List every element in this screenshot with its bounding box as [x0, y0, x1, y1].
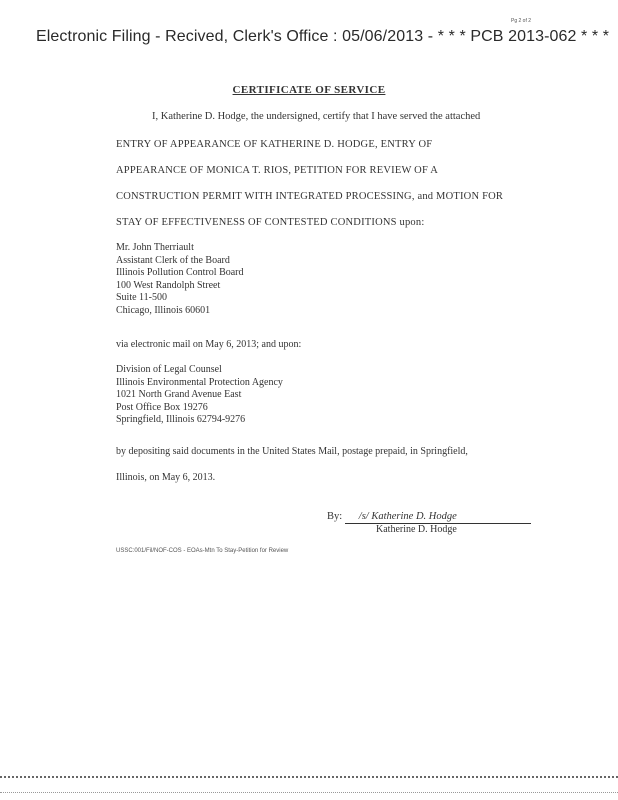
signature-line: /s/ Katherine D. Hodge: [345, 511, 531, 524]
address-line: Suite 11-500: [116, 292, 168, 303]
document-list-line-4: STAY OF EFFECTIVENESS OF CONTESTED CONDITIONS upon:: [116, 217, 425, 228]
address-line: Mr. John Therriault: [116, 242, 194, 253]
address-line: Illinois Pollution Control Board: [116, 267, 244, 278]
document-list-line-3: CONSTRUCTION PERMIT WITH INTEGRATED PROCESSING, and MOTION FOR: [116, 191, 504, 202]
document-list-line-2: APPEARANCE OF MONICA T. RIOS, PETITION FOR REVIEW OF A: [116, 165, 439, 176]
address-line: Springfield, Illinois 62794-9276: [116, 414, 246, 425]
recipient-address-board: [116, 242, 244, 317]
page-marker: Pg 2 of 2: [511, 18, 532, 24]
signer-name: Katherine D. Hodge: [376, 524, 457, 535]
address-line: Chicago, Illinois 60601: [116, 304, 211, 316]
address-line: Assistant Clerk of the Board: [116, 254, 230, 266]
scan-edge-divider: [0, 776, 618, 778]
document-reference: USSC:001/Fil/NOF-COS - EOAs-Mtn To Stay-Petition for Review: [116, 548, 289, 554]
deposit-statement-line-1: by depositing said documents in the United States Mail, postage prepaid, in Springfield,: [116, 446, 468, 457]
certificate-title: CERTIFICATE OF SERVICE: [232, 84, 386, 96]
certification-intro: I, Katherine D. Hodge, the undersigned, certify that I have served the attached: [152, 111, 481, 122]
signature-block: [327, 511, 531, 524]
address-line: Division of Legal Counsel: [116, 364, 222, 375]
via-email-line: via electronic mail on May 6, 2013; and upon:: [116, 339, 302, 350]
address-line: 100 West Randolph Street: [116, 279, 221, 291]
deposit-statement-line-2: Illinois, on May 6, 2013.: [116, 472, 216, 483]
address-line: Post Office Box 19276: [116, 401, 208, 413]
recipient-address-agency: [116, 364, 283, 427]
address-line: Illinois Environmental Protection Agency: [116, 376, 283, 388]
scan-edge-divider: [0, 792, 618, 793]
electronic-filing-stamp: Electronic Filing - Recived, Clerk's Office : 05/06/2013 - * * * PCB 2013-062 * * *: [36, 28, 610, 45]
address-line: 1021 North Grand Avenue East: [116, 389, 242, 400]
document-list-line-1: ENTRY OF APPEARANCE OF KATHERINE D. HODGE, ENTRY OF: [116, 139, 433, 150]
by-label: By:: [327, 511, 343, 522]
